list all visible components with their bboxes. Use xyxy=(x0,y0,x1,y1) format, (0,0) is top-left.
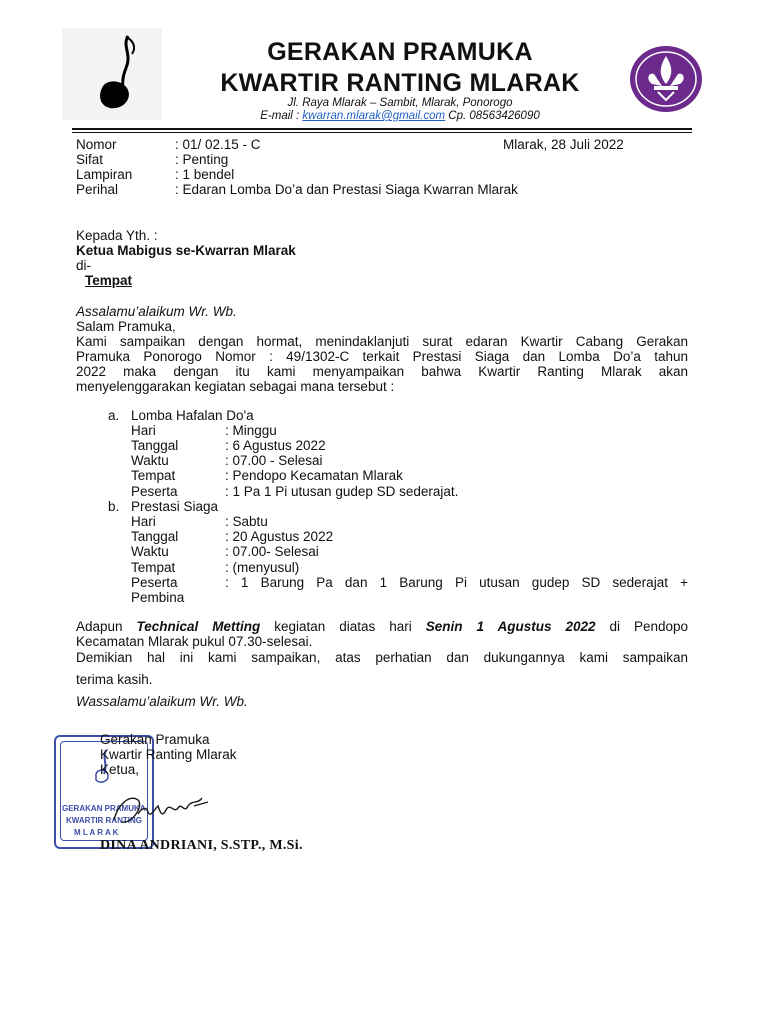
place-date: Mlarak, 28 Juli 2022 xyxy=(503,137,624,152)
closing-salam: Wassalamu’alaikum Wr. Wb. xyxy=(76,694,248,709)
event-b-waktu-label: Waktu xyxy=(131,544,169,559)
header-rule-thin xyxy=(72,132,692,133)
event-b-peserta-value: : 1 Barung Pa dan 1 Barung Pi utusan gudep SD sederajat + xyxy=(225,575,688,590)
thanks-line2: terima kasih. xyxy=(76,672,153,687)
event-a-waktu-label: Waktu xyxy=(131,453,169,468)
event-a-hari-value: : Minggu xyxy=(225,423,277,438)
thanks-line1: Demikian hal ini kami sampaikan, atas perhatian dan dukungannya kami sampaikan xyxy=(76,650,688,665)
header-rule-thick xyxy=(72,128,692,130)
para1-line3: 2022 maka dengan itu kami menyampaikan bahwa Kwartir Ranting Mlarak akan xyxy=(76,364,688,379)
greeting-opening: Assalamu’alaikum Wr. Wb. xyxy=(76,304,237,319)
event-a-peserta-value: : 1 Pa 1 Pi utusan gudep SD sederajat. xyxy=(225,484,459,499)
event-b-peserta-label: Peserta xyxy=(131,575,178,590)
event-b-peserta-continued: Pembina xyxy=(131,590,185,605)
event-a-title: Lomba Hafalan Do'a xyxy=(131,408,254,423)
event-a-peserta-label: Peserta xyxy=(131,484,178,499)
signature-role: Ketua, xyxy=(100,762,140,777)
event-a-tempat-value: : Pendopo Kecamatan Mlarak xyxy=(225,468,403,483)
event-b-waktu-value: : 07.00- Selesai xyxy=(225,544,319,559)
recipient-kepada: Kepada Yth. : xyxy=(76,228,158,243)
tm-pre: Adapun xyxy=(76,619,137,634)
tm-date: Senin 1 Agustus 2022 xyxy=(425,619,596,634)
event-b-tempat-label: Tempat xyxy=(131,560,176,575)
event-b-marker: b. xyxy=(108,499,120,514)
event-b-hari-value: : Sabtu xyxy=(225,514,268,529)
org-contact xyxy=(0,110,768,122)
para1-line1: Kami sampaikan dengan hormat, menindaklanjuti surat edaran Kwartir Cabang Gerakan xyxy=(76,334,688,349)
sifat-label: Sifat xyxy=(76,152,104,167)
nomor-value: : 01/ 02.15 - C xyxy=(175,137,261,152)
event-a-tanggal-label: Tanggal xyxy=(131,438,179,453)
phone-number: Cp. 08563426090 xyxy=(445,110,540,122)
perihal-label: Perihal xyxy=(76,182,119,197)
tm-post: di Pendopo xyxy=(595,619,689,634)
event-a-waktu-value: : 07.00 - Selesai xyxy=(225,453,323,468)
sifat-value: : Penting xyxy=(175,152,229,167)
event-b-tanggal-value: : 20 Agustus 2022 xyxy=(225,529,334,544)
email-prefix: E-mail : xyxy=(260,110,303,122)
recipient-tempat: Tempat xyxy=(85,273,133,288)
greeting-salam: Salam Pramuka, xyxy=(76,319,176,334)
perihal-value: : Edaran Lomba Do’a dan Prestasi Siaga Kwarran Mlarak xyxy=(175,182,518,197)
lampiran-label: Lampiran xyxy=(76,167,133,182)
handwritten-signature xyxy=(108,784,218,834)
event-b-title: Prestasi Siaga xyxy=(131,499,219,514)
signature-org1: Gerakan Pramuka xyxy=(100,732,210,747)
technical-meeting-line2: Kecamatan Mlarak pukul 07.30-selesai. xyxy=(76,634,313,649)
org-title-line2: KWARTIR RANTING MLARAK xyxy=(220,69,580,97)
technical-meeting-line1 xyxy=(76,619,688,634)
event-a-tempat-label: Tempat xyxy=(131,468,176,483)
recipient-di: di- xyxy=(76,258,92,273)
org-address: Jl. Raya Mlarak – Sambit, Mlarak, Ponorogo xyxy=(287,97,513,109)
event-a-tanggal-value: : 6 Agustus 2022 xyxy=(225,438,326,453)
para1-line4: menyelenggarakan kegiatan sebagai mana tersebut : xyxy=(76,379,395,394)
recipient-name: Ketua Mabigus se-Kwarran Mlarak xyxy=(76,243,296,258)
org-title-line1: GERAKAN PRAMUKA xyxy=(267,38,533,66)
tm-title: Technical Metting xyxy=(136,619,261,634)
lampiran-value: : 1 bendel xyxy=(175,167,235,182)
tm-mid: kegiatan diatas hari xyxy=(260,619,426,634)
email-link[interactable]: kwarran.mlarak@gmail.com xyxy=(302,110,446,122)
nomor-label: Nomor xyxy=(76,137,117,152)
event-a-hari-label: Hari xyxy=(131,423,156,438)
stamp-line3: M L A R A K xyxy=(74,828,119,837)
event-b-tanggal-label: Tanggal xyxy=(131,529,179,544)
para1-line2: Pramuka Ponorogo Nomor : 49/1302-C terkait Prestasi Siaga dan Lomba Do’a tahun xyxy=(76,349,688,364)
signatory-name: DINA ANDRIANI, S.STP., M.Si. xyxy=(100,838,303,853)
event-b-tempat-value: : (menyusul) xyxy=(225,560,300,575)
stamp-line1: GERAKAN PRAMUKA xyxy=(62,804,146,813)
event-b-hari-label: Hari xyxy=(131,514,156,529)
signature-org2: Kwartir Ranting Mlarak xyxy=(100,747,237,762)
stamp-line2: KWARTIR RANTING xyxy=(66,816,142,825)
event-a-marker: a. xyxy=(108,408,120,423)
